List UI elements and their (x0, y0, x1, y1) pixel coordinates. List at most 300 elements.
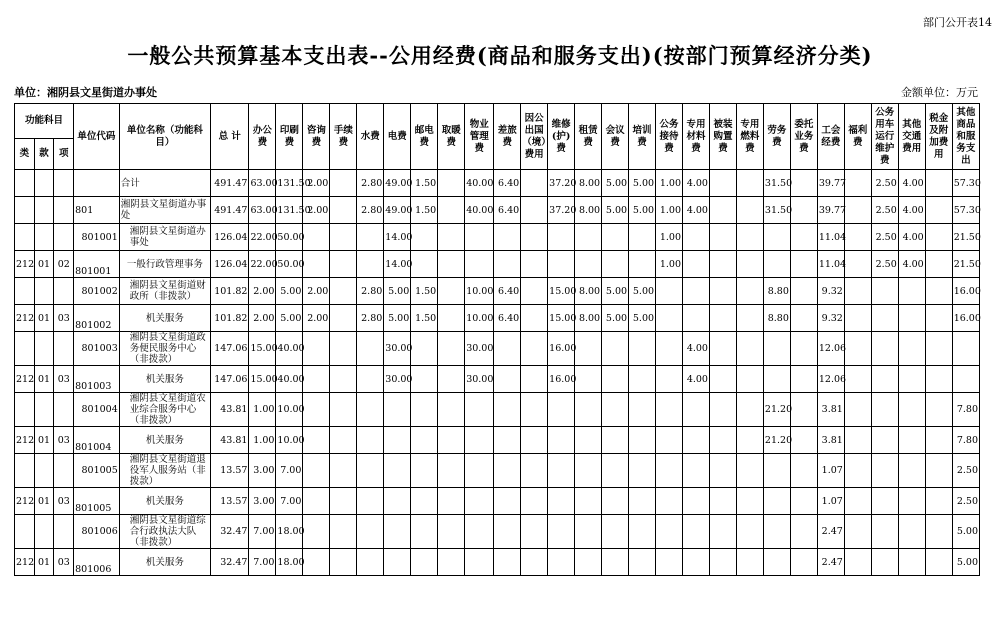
value-cell (952, 366, 979, 393)
value-cell (736, 366, 763, 393)
table-row (15, 454, 980, 488)
value-cell: 49.00 (384, 197, 411, 224)
value-cell: 43.81 (211, 427, 249, 454)
value-cell (494, 393, 521, 427)
value-cell (790, 515, 817, 549)
value-cell: 18.00 (276, 549, 303, 576)
unit-name-cell: 机关服务 (119, 549, 210, 576)
value-cell (790, 488, 817, 515)
value-cell (925, 393, 952, 427)
col-header: 因公出国（境）费用 (521, 104, 548, 170)
value-cell (683, 488, 710, 515)
value-cell (709, 224, 736, 251)
func-kuan-cell (34, 170, 54, 197)
value-cell: 2.00 (303, 197, 330, 224)
func-lei-cell (15, 197, 35, 224)
value-cell (736, 427, 763, 454)
value-cell (790, 305, 817, 332)
value-cell (925, 427, 952, 454)
value-cell: 1.50 (411, 170, 438, 197)
value-cell (438, 170, 465, 197)
unit-label: 单位：湘阴县文星街道办事处 (14, 86, 157, 99)
value-cell: 147.06 (211, 366, 249, 393)
value-cell: 40.00 (276, 332, 303, 366)
unit-code-cell (74, 170, 120, 197)
value-cell (548, 224, 575, 251)
value-cell (438, 515, 465, 549)
value-cell: 1.00 (249, 427, 276, 454)
value-cell (575, 393, 602, 427)
value-cell: 2.00 (249, 305, 276, 332)
value-cell (494, 251, 521, 278)
value-cell (411, 549, 438, 576)
func-xiang-cell (54, 170, 74, 197)
value-cell (357, 332, 384, 366)
unit-code-cell: 801003 (74, 332, 120, 366)
value-cell: 21.50 (952, 224, 979, 251)
value-cell (656, 427, 683, 454)
value-cell (465, 251, 494, 278)
value-cell: 2.80 (357, 278, 384, 305)
value-cell (871, 278, 898, 305)
value-cell (357, 454, 384, 488)
value-cell (602, 332, 629, 366)
func-xiang-cell (54, 197, 74, 224)
value-cell: 16.00 (952, 305, 979, 332)
value-cell: 40.00 (465, 197, 494, 224)
col-header: 维修(护)费 (548, 104, 575, 170)
value-cell (683, 549, 710, 576)
value-cell: 10.00 (276, 427, 303, 454)
value-cell: 30.00 (465, 332, 494, 366)
value-cell: 2.50 (871, 251, 898, 278)
value-cell: 491.47 (211, 197, 249, 224)
value-cell (844, 515, 871, 549)
func-lei-cell (15, 332, 35, 366)
value-cell: 4.00 (683, 197, 710, 224)
value-cell: 30.00 (465, 366, 494, 393)
value-cell: 12.06 (817, 366, 844, 393)
func-xiang-cell: 03 (54, 305, 74, 332)
unit-name-cell: 湘阴县文星街道办事处 (119, 197, 210, 224)
value-cell: 15.00 (249, 366, 276, 393)
value-cell (548, 251, 575, 278)
value-cell (736, 224, 763, 251)
value-cell (925, 224, 952, 251)
table-body (15, 170, 980, 576)
value-cell: 43.81 (211, 393, 249, 427)
value-cell: 21.50 (952, 251, 979, 278)
value-cell (709, 393, 736, 427)
value-cell (656, 366, 683, 393)
col-header: 被装购置费 (709, 104, 736, 170)
value-cell (575, 454, 602, 488)
table-row (15, 224, 980, 251)
value-cell (602, 427, 629, 454)
func-xiang-cell (54, 332, 74, 366)
func-kuan-cell: 01 (34, 488, 54, 515)
func-lei-cell: 212 (15, 488, 35, 515)
value-cell (656, 488, 683, 515)
value-cell (602, 224, 629, 251)
value-cell (548, 427, 575, 454)
value-cell (330, 197, 357, 224)
func-xiang-cell: 03 (54, 549, 74, 576)
func-xiang-cell: 02 (54, 251, 74, 278)
value-cell (411, 332, 438, 366)
func-lei-cell: 212 (15, 366, 35, 393)
value-cell (656, 549, 683, 576)
value-cell (871, 332, 898, 366)
value-cell (683, 251, 710, 278)
value-cell: 3.81 (817, 427, 844, 454)
value-cell: 40.00 (465, 170, 494, 197)
value-cell: 32.47 (211, 549, 249, 576)
value-cell (709, 549, 736, 576)
value-cell (763, 366, 790, 393)
value-cell: 7.00 (276, 488, 303, 515)
value-cell (548, 454, 575, 488)
unit-name-cell: 机关服务 (119, 488, 210, 515)
value-cell (736, 488, 763, 515)
amount-unit-label: 金额单位：万元 (901, 86, 978, 99)
table-row (15, 366, 980, 393)
value-cell (629, 251, 656, 278)
unit-name-header: 单位名称（功能科目） (119, 104, 210, 170)
value-cell: 2.47 (817, 549, 844, 576)
unit-code-cell: 801003 (74, 366, 120, 393)
value-cell (736, 393, 763, 427)
func-group-header: 功能科目 (15, 104, 74, 139)
value-cell (602, 393, 629, 427)
col-header: 电费 (384, 104, 411, 170)
value-cell (494, 549, 521, 576)
value-cell: 49.00 (384, 170, 411, 197)
value-cell (438, 197, 465, 224)
value-cell (521, 197, 548, 224)
value-cell (736, 278, 763, 305)
unit-code-cell: 801006 (74, 515, 120, 549)
value-cell (384, 454, 411, 488)
col-header: 手续费 (330, 104, 357, 170)
value-cell (438, 427, 465, 454)
value-cell (465, 515, 494, 549)
value-cell (357, 366, 384, 393)
value-cell (763, 549, 790, 576)
value-cell (548, 549, 575, 576)
unit-code-cell: 801002 (74, 278, 120, 305)
value-cell (438, 278, 465, 305)
value-cell: 63.00 (249, 197, 276, 224)
value-cell: 8.00 (575, 197, 602, 224)
func-lei-cell: 212 (15, 427, 35, 454)
value-cell (411, 427, 438, 454)
value-cell (925, 170, 952, 197)
col-header: 专用材料费 (683, 104, 710, 170)
func-kuan-cell: 01 (34, 427, 54, 454)
value-cell: 2.50 (871, 197, 898, 224)
value-cell: 8.00 (575, 278, 602, 305)
value-cell: 39.77 (817, 197, 844, 224)
value-cell (629, 366, 656, 393)
value-cell (548, 393, 575, 427)
unit-code-cell: 801002 (74, 305, 120, 332)
value-cell (357, 515, 384, 549)
value-cell (844, 366, 871, 393)
value-cell: 2.50 (952, 488, 979, 515)
col-header: 办公费 (249, 104, 276, 170)
value-cell (790, 170, 817, 197)
func-xiang-cell: 03 (54, 366, 74, 393)
value-cell (763, 515, 790, 549)
value-cell (629, 393, 656, 427)
value-cell (629, 488, 656, 515)
value-cell: 16.00 (548, 332, 575, 366)
value-cell (790, 278, 817, 305)
value-cell (844, 251, 871, 278)
value-cell (844, 305, 871, 332)
col-header: 福利费 (844, 104, 871, 170)
value-cell (629, 332, 656, 366)
value-cell (844, 197, 871, 224)
value-cell (330, 454, 357, 488)
value-cell (790, 454, 817, 488)
value-cell (871, 393, 898, 427)
value-cell (357, 393, 384, 427)
value-cell (384, 549, 411, 576)
func-kuan-cell: 01 (34, 366, 54, 393)
value-cell (438, 549, 465, 576)
table-row (15, 251, 980, 278)
value-cell (709, 332, 736, 366)
value-cell: 5.00 (952, 549, 979, 576)
value-cell (683, 427, 710, 454)
value-cell (736, 305, 763, 332)
value-cell: 8.00 (575, 170, 602, 197)
table-row (15, 278, 980, 305)
value-cell (736, 197, 763, 224)
value-cell (330, 305, 357, 332)
value-cell (709, 488, 736, 515)
value-cell: 126.04 (211, 224, 249, 251)
value-cell (411, 454, 438, 488)
value-cell (521, 549, 548, 576)
value-cell: 7.80 (952, 393, 979, 427)
func-kuan-cell (34, 515, 54, 549)
value-cell (656, 278, 683, 305)
value-cell (925, 366, 952, 393)
value-cell: 1.07 (817, 454, 844, 488)
value-cell: 2.80 (357, 170, 384, 197)
value-cell: 5.00 (602, 170, 629, 197)
value-cell: 11.04 (817, 251, 844, 278)
value-cell: 7.00 (249, 549, 276, 576)
value-cell (330, 366, 357, 393)
value-cell (575, 427, 602, 454)
table-row (15, 393, 980, 427)
value-cell (303, 366, 330, 393)
value-cell (411, 366, 438, 393)
func-lei-cell (15, 393, 35, 427)
value-cell (575, 332, 602, 366)
value-cell: 40.00 (276, 366, 303, 393)
func-lei-cell: 212 (15, 251, 35, 278)
value-cell (521, 224, 548, 251)
value-cell (925, 197, 952, 224)
value-cell: 491.47 (211, 170, 249, 197)
value-cell (521, 305, 548, 332)
func-kuan-cell (34, 224, 54, 251)
value-cell (871, 515, 898, 549)
col-header: 物业管理费 (465, 104, 494, 170)
value-cell: 11.04 (817, 224, 844, 251)
value-cell (303, 251, 330, 278)
value-cell (303, 393, 330, 427)
value-cell (925, 515, 952, 549)
page-title: 一般公共预算基本支出表--公用经费(商品和服务支出)(按部门预算经济分类) (127, 43, 873, 68)
func-kuan-cell (34, 278, 54, 305)
value-cell (330, 549, 357, 576)
value-cell (871, 427, 898, 454)
value-cell: 57.30 (952, 170, 979, 197)
value-cell (521, 515, 548, 549)
value-cell (898, 393, 925, 427)
func-xiang-cell (54, 278, 74, 305)
value-cell (709, 251, 736, 278)
value-cell (521, 170, 548, 197)
value-cell (384, 427, 411, 454)
value-cell: 6.40 (494, 170, 521, 197)
value-cell (602, 488, 629, 515)
value-cell: 8.80 (763, 278, 790, 305)
value-cell: 9.32 (817, 305, 844, 332)
col-header: 公务接待费 (656, 104, 683, 170)
unit-name-cell: 湘阴县文星街道退役军人服务站（非拨款） (119, 454, 210, 488)
unit-code-cell: 801005 (74, 454, 120, 488)
value-cell: 30.00 (384, 366, 411, 393)
value-cell (925, 332, 952, 366)
value-cell (844, 393, 871, 427)
value-cell (790, 549, 817, 576)
value-cell: 1.50 (411, 197, 438, 224)
value-cell: 5.00 (629, 170, 656, 197)
table-row (15, 170, 980, 197)
value-cell (844, 170, 871, 197)
table-row (15, 515, 980, 549)
value-cell: 31.50 (763, 170, 790, 197)
value-cell (656, 393, 683, 427)
func-kuan-cell (34, 332, 54, 366)
value-cell (763, 488, 790, 515)
value-cell (844, 549, 871, 576)
value-cell: 1.50 (411, 305, 438, 332)
value-cell (575, 251, 602, 278)
unit-name-cell: 湘阴县文星街道办事处 (119, 224, 210, 251)
value-cell (438, 224, 465, 251)
value-cell: 4.00 (898, 251, 925, 278)
value-cell (736, 454, 763, 488)
value-cell (494, 515, 521, 549)
value-cell (656, 332, 683, 366)
value-cell (494, 332, 521, 366)
func-kuan-header: 款 (34, 139, 54, 170)
value-cell: 5.00 (629, 197, 656, 224)
value-cell (494, 224, 521, 251)
col-header: 取暖费 (438, 104, 465, 170)
value-cell: 50.00 (276, 224, 303, 251)
value-cell (494, 366, 521, 393)
value-cell: 7.00 (276, 454, 303, 488)
value-cell: 2.50 (871, 224, 898, 251)
value-cell (494, 488, 521, 515)
value-cell: 6.40 (494, 305, 521, 332)
value-cell (925, 251, 952, 278)
value-cell (521, 454, 548, 488)
value-cell (575, 549, 602, 576)
value-cell (683, 515, 710, 549)
func-xiang-cell (54, 224, 74, 251)
func-xiang-header: 项 (54, 139, 74, 170)
unit-code-cell: 801 (74, 197, 120, 224)
value-cell (844, 488, 871, 515)
value-cell (736, 251, 763, 278)
col-header: 其他交通费用 (898, 104, 925, 170)
value-cell: 3.81 (817, 393, 844, 427)
value-cell: 2.00 (249, 278, 276, 305)
value-cell (656, 515, 683, 549)
unit-name-cell: 一般行政管理事务 (119, 251, 210, 278)
func-kuan-cell: 01 (34, 251, 54, 278)
value-cell: 13.57 (211, 488, 249, 515)
value-cell (925, 549, 952, 576)
col-header: 专用燃料费 (736, 104, 763, 170)
value-cell (602, 549, 629, 576)
func-kuan-cell: 01 (34, 305, 54, 332)
func-xiang-cell (54, 454, 74, 488)
value-cell (736, 332, 763, 366)
value-cell: 2.50 (952, 454, 979, 488)
value-cell (494, 427, 521, 454)
value-cell: 1.00 (656, 170, 683, 197)
value-cell: 5.00 (952, 515, 979, 549)
value-cell (465, 393, 494, 427)
unit-code-header: 单位代码 (74, 104, 120, 170)
func-kuan-cell (34, 393, 54, 427)
value-cell (411, 515, 438, 549)
value-cell (844, 454, 871, 488)
value-cell (629, 515, 656, 549)
col-header: 印刷费 (276, 104, 303, 170)
value-cell (736, 170, 763, 197)
expenditure-table (14, 103, 980, 576)
value-cell (763, 332, 790, 366)
value-cell (330, 170, 357, 197)
value-cell (465, 488, 494, 515)
value-cell (790, 197, 817, 224)
value-cell (925, 278, 952, 305)
value-cell (330, 278, 357, 305)
func-kuan-cell (34, 197, 54, 224)
table-row (15, 427, 980, 454)
value-cell (411, 224, 438, 251)
value-cell: 147.06 (211, 332, 249, 366)
table-row (15, 549, 980, 576)
value-cell: 5.00 (276, 278, 303, 305)
col-header: 税金及附加费用 (925, 104, 952, 170)
value-cell (357, 549, 384, 576)
value-cell (709, 197, 736, 224)
unit-code-cell: 801001 (74, 251, 120, 278)
